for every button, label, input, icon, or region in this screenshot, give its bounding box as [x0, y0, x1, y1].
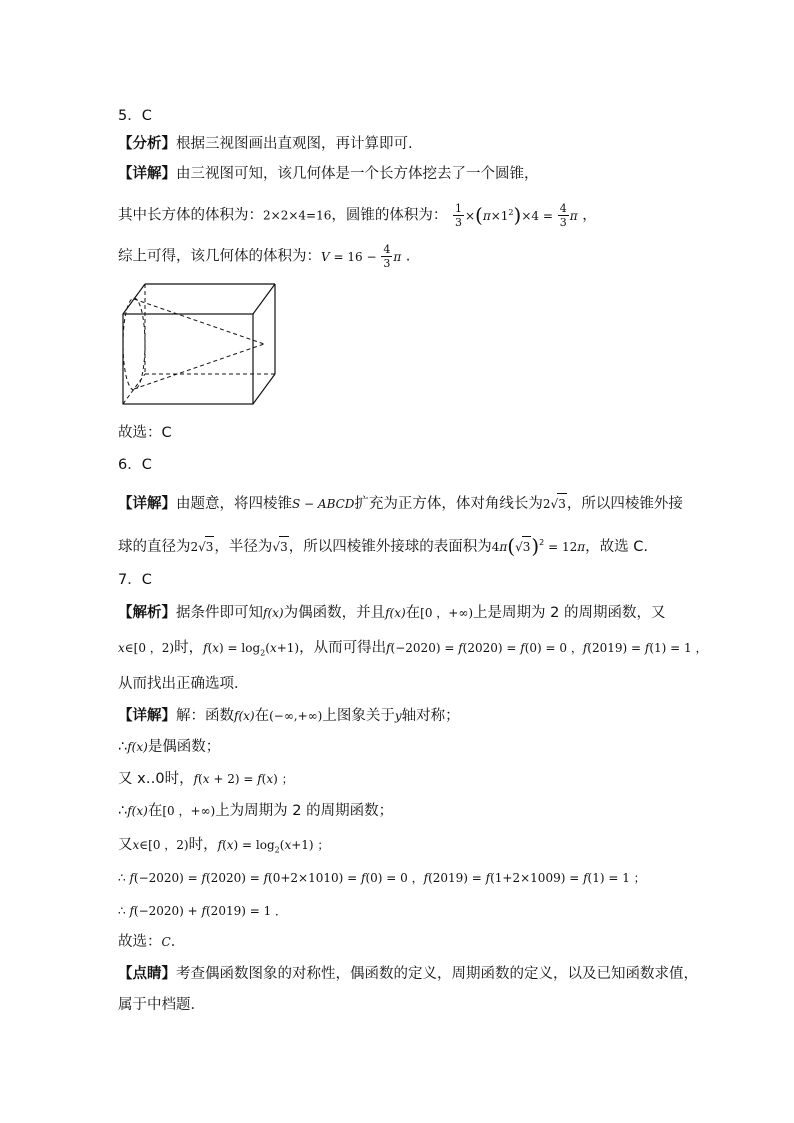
pyramid-name: S − ABCD: [292, 497, 355, 511]
q7-text-b: 为偶函数，并且: [283, 605, 386, 621]
analysis-text: 根据三视图画出直观图，再计算即可.: [176, 136, 413, 152]
cone-slant-lower: [134, 344, 264, 389]
q7-text-i: 上图象关于: [322, 708, 395, 724]
q7-text-f: ，从而可得出: [299, 640, 387, 656]
interval: [0 ，+∞): [162, 804, 216, 818]
q7-comment-line1: [118, 964, 698, 984]
q5-detail: [118, 164, 539, 184]
comment-text: 考查偶函数图象的对称性，偶函数的定义，周期函数的定义，以及已知函数求值，: [176, 966, 698, 982]
sum-result: ∴ f(−2020) + f(2019) = 1 ．: [118, 904, 288, 918]
q6-text-e: ，半径为: [214, 538, 273, 555]
total-formula: V = 16 − $\frac{4}{3}$ π: [321, 243, 402, 270]
q7-text-a: 据条件即可知: [176, 605, 263, 621]
cone-label: ，圆锥的体积为：: [331, 207, 448, 224]
total-label: 综上可得，该几何体的体积为：: [118, 248, 321, 265]
q7-parse-line2: [118, 638, 707, 663]
q7-detail-line7: [118, 901, 287, 921]
parse-tag: 【解析】: [118, 605, 176, 621]
diameter: 2√3: [191, 540, 215, 554]
q7-number: 7．C: [118, 572, 152, 588]
cone-volume-formula: $\frac{1}{3}$ $\times(\pi\times 1^2)\times 4$ = $\frac{4}{3}$ π: [454, 202, 578, 229]
q6-text-g: ，故选 C.: [585, 538, 648, 555]
fx: f(x): [127, 740, 148, 754]
vol-label: 其中长方体的体积为：: [118, 207, 263, 224]
cone-base-ellipse: [123, 298, 145, 390]
q7-text-o: 时，: [188, 837, 218, 853]
q7-parse-line3: 从而找出正确选项．: [118, 676, 249, 692]
q7-text-n: 又: [118, 837, 133, 853]
domain: x∈[0 ，2): [132, 838, 189, 852]
q6-text-a: 由题意，将四棱锥: [176, 496, 292, 512]
q5-total-volume: 综上可得，该几何体的体积为：V = 16 − $\frac{4}{3}$ π .: [118, 243, 411, 270]
q7-text-g: 解：函数: [176, 708, 234, 724]
fx: f(x): [385, 606, 406, 620]
q7-detail-line3: [118, 769, 294, 789]
q7-comment-line2: 属于中档题．: [118, 997, 205, 1013]
q6-text-c: ，所以四棱锥外接: [566, 496, 683, 512]
real-line: (−∞,+∞): [269, 709, 323, 723]
q7-text-m: 上为周期为 2 的周期函数；: [215, 803, 394, 819]
box-front-face: [123, 314, 253, 404]
surface-area-formula: $4\pi(√3)^2 = 12\pi$: [491, 533, 586, 558]
y-axis: y: [394, 709, 402, 723]
fx: f(x): [127, 804, 148, 818]
detail-text: 由三视图可知，该几何体是一个长方体挖去了一个圆锥，: [176, 166, 539, 182]
q6-text-d: 球的直径为: [118, 538, 191, 555]
q7-detail-line6: [118, 868, 646, 888]
comment-tag: 【点睛】: [118, 966, 176, 982]
q7-detail-line2: [118, 737, 220, 757]
cone-slant-upper: [134, 299, 264, 344]
value-eq: f(−2020) = f(2020) = f(0) = 0 ，f(2019) = f(1) = 1 ，: [386, 641, 708, 655]
answer-label: 故选：: [118, 934, 162, 950]
answer-letter: C: [161, 935, 171, 949]
box-volume: 2×2×4=16: [263, 208, 332, 223]
value-calc: ∴ f(−2020) = f(2020) = f(0+2×1010) = f(0) = 0 ，f(2019) = f(1+2×1009) = f(1) = 1 ；: [118, 871, 646, 885]
detail-tag: 【详解】: [118, 166, 176, 182]
fx: f(x): [263, 606, 284, 620]
q7-detail-line5: [118, 835, 329, 860]
detail-tag: 【详解】: [118, 496, 176, 512]
radius: √3: [272, 540, 288, 554]
q6-line2: [118, 533, 648, 557]
q6-number: 6．C: [118, 457, 152, 473]
diagonal-length: 2√3: [543, 497, 567, 511]
detail-tag: 【详解】: [118, 708, 176, 724]
log-def: $f(x) = \log_2(x+1)$: [203, 641, 300, 658]
q7-parse-line1: [118, 603, 665, 623]
q7-answer: 故选：C．: [118, 934, 186, 950]
fx: f(x): [234, 709, 255, 723]
q5-volume-line: 其中长方体的体积为：2×2×4=16，圆锥的体积为： $\frac{1}{3}$ $\times(\pi\times 1^2)\times 4$ = $\frac{4}{3}$ π ，: [118, 202, 597, 229]
q6-line1: [118, 493, 683, 514]
q6-text-f: ，所以四棱锥外接球的表面积为: [288, 538, 492, 555]
q7-text-j: 轴对称；: [401, 708, 460, 724]
q5-analysis: [118, 134, 413, 154]
domain: x∈[0 ，2): [118, 641, 175, 655]
q7-text-e: 时，: [174, 640, 204, 656]
interval: [0 ，+∞): [420, 606, 474, 620]
therefore: ∴: [118, 739, 128, 755]
q5-answer: 故选：C: [118, 425, 172, 441]
q7-text-h: 在: [254, 708, 270, 724]
solid-figure-diagram: [118, 280, 284, 408]
q7-detail-line1: [118, 706, 460, 726]
q6-text-b: 扩充为正方体，体对角线长为: [354, 496, 543, 512]
q7-text-k: 是偶函数；: [147, 739, 221, 755]
period-eq: f(x + 2) = f(x) ；: [193, 772, 294, 786]
q7-text-c: 在: [405, 605, 421, 621]
therefore: ∴: [118, 803, 128, 819]
q7-text-l: 又 x‥0时，: [118, 771, 194, 787]
analysis-tag: 【分析】: [118, 136, 176, 152]
q7-detail-line4: ∴f(x)在[0 ，+∞)上为周期为 2 的周期函数；: [118, 803, 394, 819]
q7-text-d: 上是周期为 2 的周期函数，又: [473, 605, 666, 621]
log-def: $f(x) = \log_2(x+1)$ ；: [217, 838, 330, 855]
q5-number: 5．C: [118, 108, 152, 124]
